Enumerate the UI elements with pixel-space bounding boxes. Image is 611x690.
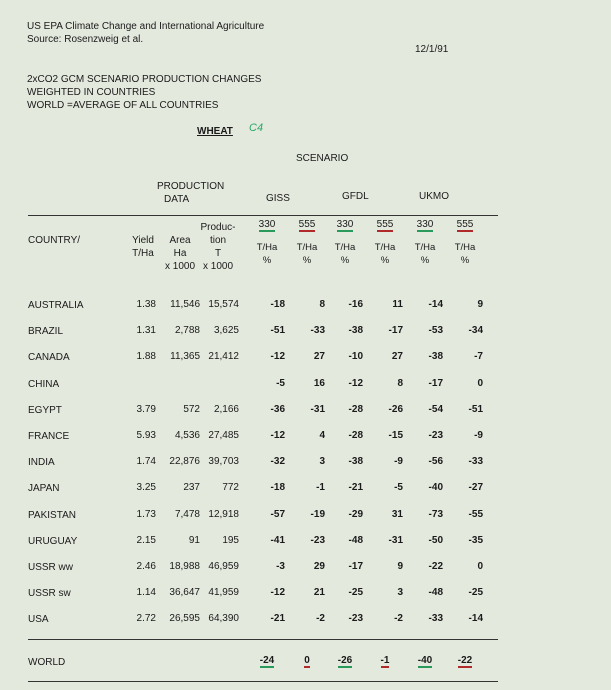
country-name: BRAZIL — [28, 326, 64, 338]
scenario-value: -55 — [468, 508, 483, 520]
yield-value: 2.15 — [136, 534, 156, 546]
model-gfdl: GFDL — [342, 191, 369, 202]
scenario-value: -14 — [428, 299, 443, 310]
scenario-value: -32 — [270, 456, 285, 468]
scenario-value: -33 — [428, 613, 443, 625]
scenario-value: -38 — [348, 456, 363, 468]
subtitle-2: WEIGHTED IN COUNTRIES — [27, 87, 156, 98]
production-label-2: DATA — [164, 194, 190, 205]
scenario-value: -31 — [310, 403, 325, 415]
world-value-cell — [327, 655, 363, 666]
yield-header-2: T/Ha — [132, 248, 154, 259]
scenario-value: -23 — [310, 534, 325, 546]
scenario-col-header: 555 — [456, 219, 474, 230]
scenario-value: 31 — [391, 508, 403, 520]
scenario-value: -25 — [468, 587, 483, 599]
unit-label: % — [262, 255, 272, 266]
scenario-col-header-cell — [249, 218, 285, 231]
country-header: COUNTRY/ — [28, 235, 81, 246]
scenario-value: -28 — [348, 403, 363, 415]
country-name: USSR sw — [28, 588, 71, 600]
scenario-value: 16 — [313, 377, 325, 389]
header-line2: Source: Rosenzweig et al. — [27, 34, 144, 45]
area-value: 26,595 — [169, 613, 200, 625]
model-ukmo: UKMO — [419, 191, 449, 202]
unit-label: T/Ha — [374, 242, 396, 253]
unit-label: % — [302, 255, 312, 266]
unit-label: % — [380, 255, 390, 266]
scenario-value: -12 — [270, 587, 285, 599]
unit-label: T/Ha — [414, 242, 436, 253]
scenario-value: -7 — [474, 351, 483, 363]
area-value: 11,546 — [170, 299, 200, 310]
prod-header-2: tion — [209, 235, 227, 246]
area-value: 4,536 — [174, 430, 200, 441]
scenario-value: -17 — [348, 561, 363, 572]
scenario-value: -18 — [270, 299, 285, 310]
country-name: AUSTRALIA — [28, 300, 84, 311]
scenario-col-header: 555 — [298, 219, 316, 230]
scenario-col-header: 555 — [376, 219, 394, 230]
scenario-value: 0 — [477, 561, 483, 572]
scenario-value: -12 — [270, 430, 285, 441]
scenario-col-header: 330 — [416, 219, 434, 230]
world-value: -22 — [457, 655, 473, 666]
scenario-value: -23 — [428, 430, 443, 441]
yield-value: 1.74 — [136, 456, 156, 468]
country-name: EGYPT — [28, 404, 62, 416]
world-value-cell — [249, 655, 285, 666]
scenario-value: -56 — [428, 456, 443, 468]
world-value-cell — [447, 655, 483, 666]
scenario-col-header-cell — [447, 218, 483, 231]
subtitle-3: WORLD =AVERAGE OF ALL COUNTRIES — [27, 100, 219, 111]
scenario-value: -26 — [388, 403, 403, 415]
country-name: INDIA — [28, 457, 55, 469]
production-value: 39,703 — [208, 456, 239, 468]
scenario-value: -34 — [468, 325, 483, 337]
yield-value: 1.88 — [136, 351, 156, 363]
country-name: CHINA — [28, 378, 60, 390]
header-rule — [28, 215, 498, 216]
country-name: USSR ww — [28, 562, 74, 573]
scenario-value: -1 — [316, 482, 325, 494]
area-value: 18,988 — [169, 561, 200, 572]
unit-label: % — [420, 255, 430, 266]
world-value: -40 — [417, 655, 433, 666]
world-value-cell — [289, 655, 325, 666]
scenario-value: -41 — [270, 534, 285, 546]
area-value: 572 — [183, 403, 200, 415]
scenario-value: -5 — [276, 377, 285, 389]
scenario-value: -5 — [394, 482, 403, 494]
scenario-value: -31 — [388, 534, 403, 546]
production-value: 41,959 — [208, 587, 239, 599]
prod-header-4: x 1000 — [202, 261, 234, 272]
world-top-rule — [28, 639, 498, 640]
yield-value: 1.31 — [136, 325, 156, 337]
scenario-value: 0 — [477, 377, 483, 389]
scenario-value: -33 — [468, 456, 483, 468]
scenario-value: -15 — [388, 430, 403, 441]
model-giss: GISS — [266, 193, 290, 204]
production-value: 772 — [222, 482, 239, 494]
scenario-value: 3 — [397, 587, 403, 599]
scenario-value: 9 — [397, 561, 403, 572]
scenario-label: SCENARIO — [296, 153, 349, 164]
production-value: 2,166 — [213, 403, 239, 415]
scenario-value: 21 — [313, 587, 325, 599]
country-name: PAKISTAN — [28, 509, 76, 521]
scenario-value: 4 — [319, 430, 325, 441]
scenario-col-header-cell — [289, 218, 325, 231]
world-value-cell — [407, 655, 443, 666]
scenario-value: 3 — [319, 456, 325, 468]
prod-header-3: T — [214, 248, 222, 259]
scenario-value: -23 — [348, 613, 363, 625]
unit-label: T/Ha — [334, 242, 356, 253]
yield-value: 2.46 — [136, 561, 156, 572]
scenario-value: -17 — [388, 325, 403, 337]
area-header-3: x 1000 — [164, 261, 196, 272]
scenario-col-header: 330 — [336, 219, 354, 230]
scenario-value: -73 — [428, 508, 443, 520]
area-value: 237 — [183, 482, 200, 494]
area-value: 2,788 — [174, 325, 200, 337]
unit-label: T/Ha — [256, 242, 278, 253]
scenario-value: -57 — [270, 508, 285, 520]
scenario-value: -53 — [428, 325, 443, 337]
scenario-value: -10 — [348, 351, 363, 363]
scenario-value: 8 — [397, 377, 403, 389]
area-value: 22,876 — [169, 456, 200, 468]
unit-label: % — [460, 255, 470, 266]
area-header-2: Ha — [173, 248, 187, 259]
scenario-col-header-cell — [367, 218, 403, 231]
country-name: FRANCE — [28, 431, 70, 442]
yield-value: 5.93 — [136, 430, 156, 441]
production-value: 21,412 — [208, 351, 239, 363]
production-value: 46,959 — [208, 561, 239, 572]
scenario-value: -2 — [394, 613, 403, 625]
scenario-value: -19 — [310, 508, 325, 520]
scenario-value: -12 — [348, 377, 363, 389]
prod-header-1: Produc- — [200, 222, 236, 233]
production-value: 12,918 — [208, 508, 239, 520]
area-value: 91 — [188, 534, 200, 546]
scenario-col-header-cell — [407, 218, 443, 231]
scenario-value: -14 — [468, 613, 483, 625]
scenario-value: -29 — [348, 508, 363, 520]
production-value: 195 — [222, 534, 239, 546]
production-label-1: PRODUCTION — [157, 181, 225, 192]
scenario-value: -9 — [394, 456, 403, 468]
yield-value: 3.25 — [136, 482, 156, 494]
subtitle-1: 2xCO2 GCM SCENARIO PRODUCTION CHANGES — [27, 74, 262, 85]
scenario-value: 27 — [391, 351, 403, 363]
scenario-value: -3 — [276, 561, 285, 572]
scenario-value: -22 — [428, 561, 443, 572]
scenario-value: 29 — [313, 561, 325, 572]
area-value: 7,478 — [174, 508, 200, 520]
scenario-value: -54 — [428, 403, 443, 415]
scenario-value: -35 — [468, 534, 483, 546]
production-value: 64,390 — [208, 613, 239, 625]
yield-header-1: Yield — [132, 235, 154, 246]
header-line1: US EPA Climate Change and International Agriculture — [27, 21, 265, 32]
scenario-value: -36 — [270, 403, 285, 415]
world-value: 0 — [304, 655, 310, 666]
scenario-value: -50 — [428, 534, 443, 546]
scenario-value: -33 — [310, 325, 325, 337]
yield-value: 1.73 — [136, 508, 156, 520]
country-name: USA — [28, 614, 49, 626]
scenario-value: -16 — [348, 299, 363, 310]
crop-title: WHEAT — [197, 126, 233, 137]
production-value: 15,574 — [208, 299, 239, 310]
world-value: -1 — [380, 655, 390, 666]
yield-value: 1.38 — [136, 299, 156, 310]
scenario-col-header: 330 — [258, 219, 276, 230]
scenario-value: -38 — [348, 325, 363, 337]
world-bottom-rule — [28, 681, 498, 682]
world-label: WORLD — [28, 657, 66, 668]
production-value: 3,625 — [213, 325, 239, 337]
world-value: -24 — [259, 655, 275, 666]
date: 12/1/91 — [415, 44, 449, 55]
scenario-value: 27 — [313, 351, 325, 363]
scenario-value: 9 — [477, 299, 483, 310]
scenario-value: -38 — [428, 351, 443, 363]
country-name: URUGUAY — [28, 535, 78, 547]
scenario-value: -2 — [316, 613, 325, 625]
world-value-cell — [367, 655, 403, 666]
area-value: 36,647 — [169, 587, 200, 599]
scenario-value: -12 — [270, 351, 285, 363]
scenario-value: -40 — [428, 482, 443, 494]
world-value: -26 — [337, 655, 353, 666]
country-name: CANADA — [28, 352, 70, 364]
scenario-value: -28 — [348, 430, 363, 441]
scenario-value: -48 — [428, 587, 443, 599]
unit-label: T/Ha — [454, 242, 476, 253]
scenario-col-header-cell — [327, 218, 363, 231]
yield-value: 3.79 — [136, 403, 156, 415]
scenario-value: -18 — [270, 482, 285, 494]
scenario-value: -9 — [474, 430, 483, 441]
scenario-value: -21 — [348, 482, 363, 494]
scenario-value: -48 — [348, 534, 363, 546]
scenario-value: -27 — [468, 482, 483, 494]
yield-value: 1.14 — [136, 587, 156, 599]
scenario-value: -51 — [270, 325, 285, 337]
unit-label: T/Ha — [296, 242, 318, 253]
handwritten-note: C4 — [249, 122, 264, 134]
scenario-value: -25 — [348, 587, 363, 599]
scenario-value: 8 — [319, 299, 325, 310]
unit-label: % — [340, 255, 350, 266]
country-name: JAPAN — [28, 483, 60, 495]
scenario-value: 11 — [392, 299, 403, 310]
scenario-value: -21 — [270, 613, 285, 625]
area-value: 11,365 — [170, 351, 200, 363]
scenario-value: -51 — [468, 403, 483, 415]
scenario-value: -17 — [428, 377, 443, 389]
production-value: 27,485 — [208, 430, 239, 441]
yield-value: 2.72 — [136, 613, 156, 625]
area-header-1: Area — [169, 235, 191, 246]
